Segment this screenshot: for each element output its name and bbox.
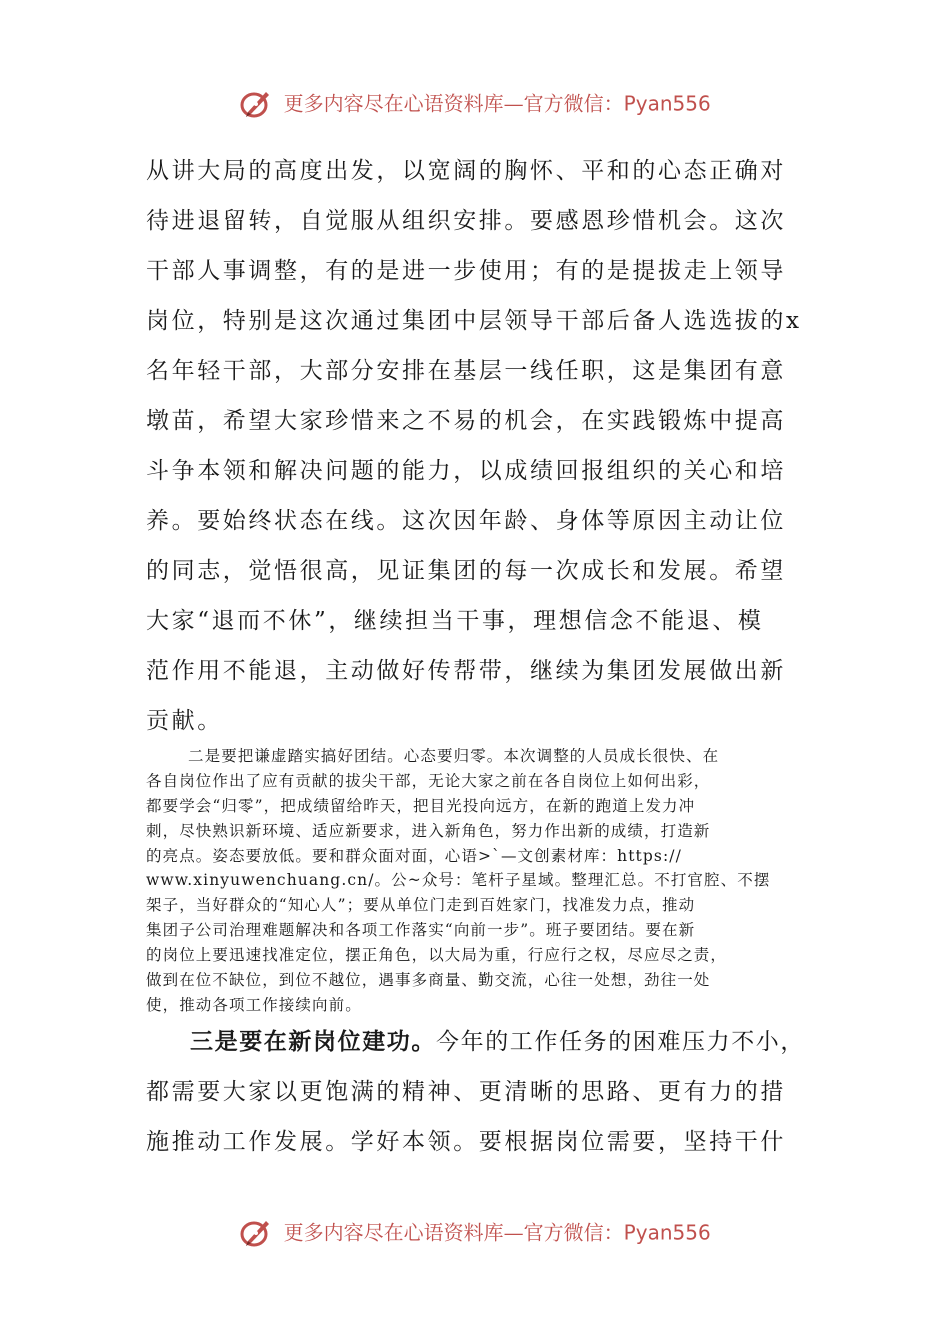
- paragraph-1-line: 的同志，觉悟很高，见证集团的每一次成长和发展。希望: [146, 558, 786, 584]
- header-contact: 官方微信：Pyan556: [523, 91, 711, 116]
- paragraph-1-line: 岗位，特别是这次通过集团中层领导干部后备人选选拔的x: [146, 308, 802, 334]
- footer-banner: [0, 1211, 950, 1251]
- pen-logo-icon: [239, 1216, 273, 1250]
- paragraph-3-line: 施推动工作发展。学好本领。要根据岗位需要，坚持干什: [146, 1129, 786, 1155]
- paragraph-2-line: 使，推动各项工作接续向前。: [146, 995, 362, 1014]
- header-banner: [0, 82, 950, 122]
- paragraph-1-line: 从讲大局的高度出发，以宽阔的胸怀、平和的心态正确对: [146, 158, 786, 184]
- header-separator: —: [503, 91, 524, 116]
- paragraph-2-line: 都要学会“归零”，把成绩留给昨天，把目光投向远方，在新的跑道上发力冲: [146, 796, 696, 815]
- paragraph-1-line: 斗争本领和解决问题的能力，以成绩回报组织的关心和培: [146, 458, 786, 484]
- paragraph-1-line: 名年轻干部，大部分安排在基层一线任职，这是集团有意: [146, 358, 786, 384]
- paragraph-3-line: 都需要大家以更饱满的精神、更清晰的思路、更有力的措: [146, 1079, 786, 1105]
- footer-contact: 官方微信：Pyan556: [523, 1220, 711, 1245]
- paragraph-1-line: 范作用不能退，主动做好传帮带，继续为集团发展做出新: [146, 658, 786, 684]
- paragraph-2-line: 架子，当好群众的“知心人”；要从单位门走到百姓家门，找准发力点，推动: [146, 896, 696, 915]
- footer-text: 更多内容尽在心语资料库: [283, 1220, 504, 1245]
- paragraph-2-line: 二是要把谦虚踏实搞好团结。心态要归零。本次调整的人员成长很快、在: [188, 747, 720, 765]
- paragraph-2-line: 做到在位不缺位，到位不越位，遇事多商量、勤交流，心往一处想，劲往一处: [146, 971, 711, 990]
- paragraph-3-first-line: [146, 1017, 806, 1067]
- paragraph-2-line: www.xinyuwenchuang.cn/。公~众号：笔杆子星域。整理汇总。不打官腔、不摆: [146, 871, 771, 890]
- paragraph-1-line: 贡献。: [146, 708, 223, 734]
- paragraph-3-heading: 三是要在新岗位建功。: [190, 1028, 436, 1055]
- header-text: 更多内容尽在心语资料库: [283, 91, 504, 116]
- paragraph-2-line: 集团子公司治理难题解决和各项工作落实“向前一步”。班子要团结。要在新: [146, 921, 696, 940]
- paragraph-1-line: 干部人事调整，有的是进一步使用；有的是提拔走上领导: [146, 258, 786, 284]
- paragraph-2-line: 各自岗位作出了应有贡献的拔尖干部，无论大家之前在各自岗位上如何出彩，: [146, 771, 711, 790]
- paragraph-1-line: 大家“退而不休”，继续担当干事，理想信念不能退、模: [146, 608, 764, 634]
- paragraph-2-line: 的岗位上要迅速找准定位，摆正角色，以大局为重，行应行之权，尽应尽之责，: [146, 946, 728, 965]
- paragraph-1-line: 养。要始终状态在线。这次因年龄、身体等原因主动让位: [146, 508, 786, 534]
- paragraph-2-line: 刺，尽快熟识新环境、适应新要求，进入新角色，努力作出新的成绩，打造新: [146, 821, 711, 840]
- paragraph-1-line: 待进退留转，自觉服从组织安排。要感恩珍惜机会。这次: [146, 208, 786, 234]
- footer-separator: —: [503, 1220, 524, 1245]
- paragraph-3: [146, 1017, 806, 1167]
- paragraph-2: [146, 744, 810, 1018]
- paragraph-2-line: 的亮点。姿态要放低。要和群众面对面，心语>`—文创素材库：https://: [146, 846, 682, 865]
- paragraph-3-first-line-text: 今年的工作任务的困难压力不小，: [436, 1029, 805, 1055]
- paragraph-1: [146, 146, 806, 746]
- pen-logo-icon: [239, 87, 273, 121]
- paragraph-1-line: 墩苗，希望大家珍惜来之不易的机会，在实践锻炼中提高: [146, 408, 786, 434]
